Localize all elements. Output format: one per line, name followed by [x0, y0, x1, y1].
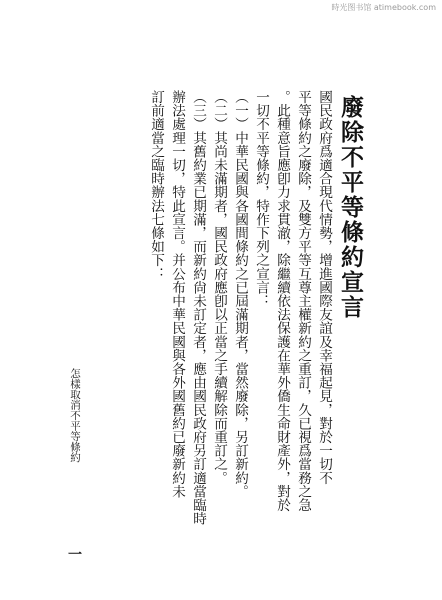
page-number: 一 [66, 547, 82, 561]
text-column-6: （二）其尚未滿期者，國民政府應卽以正當之手續解除而重訂之。 [211, 90, 227, 485]
text-column-8: 辦法處理一切，特此宣言。并公布中華民國與各外國舊約已廢新約未 [169, 90, 185, 498]
text-column-7: （三）其舊約業已期滿，而新約尙未訂定者，應由國民政府另訂適當臨時 [190, 90, 206, 526]
page-title: 廢除不平等條約宣言 [337, 95, 364, 320]
text-column-3: 。此種意旨應卽力求貫澈，除繼續依法保護在華外僑生命財產外，對於 [274, 90, 290, 512]
text-column-9: 訂前適當之臨時辦法七條如下： [148, 90, 164, 281]
running-heading: 怎樣取消不平等條約 [69, 368, 81, 463]
watermark: 時光图书馆 atimebook.com [331, 3, 436, 12]
text-column-2: 平等條約之廢除，及雙方平等互尊主權新約之重訂，久已視爲當務之急 [295, 90, 311, 512]
text-column-4: 一切不平等條約，特作下列之宣言： [253, 90, 269, 308]
text-column-5: （一）中華民國與各國間條約之已屆滿期者，當然廢除，另訂新約。 [232, 90, 248, 498]
text-column-1: 國民政府爲適合現代情勢，增進國際友誼及幸福起見，對於一切不 [316, 90, 332, 485]
